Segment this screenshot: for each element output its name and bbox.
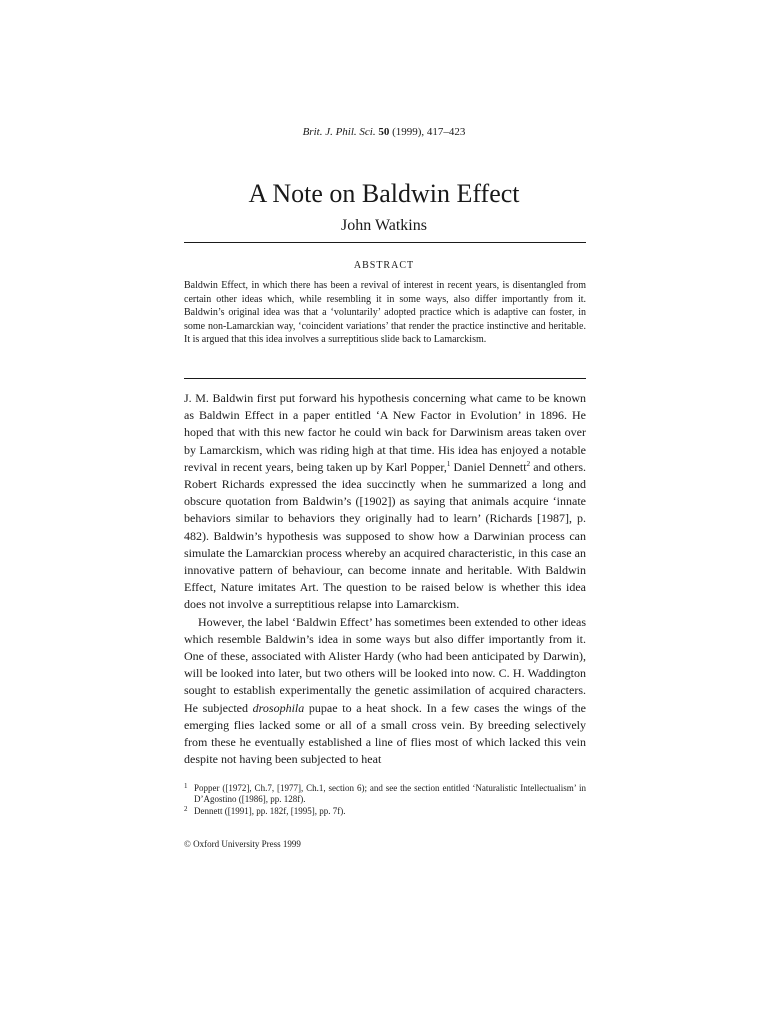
footnote-text: Popper ([1972], Ch.7, [1977], Ch.1, section 6); and see the section entitled ‘Naturalistic Intellectualism’ in D’Agostino ([1986], pp. 128f). [194, 783, 586, 804]
body-text-segment: and others. Robert Richards expressed the idea succinctly when he summarized a long and obscure quotation from Baldwin’s ([1902]) as saying that animals acquire ‘innate behaviors similar to behaviors they originally had to learn’ (Richards [1987], p. 482). Baldwin’s hypothesis was supposed to show how a Darwinian process can simulate the Lamarckian process whereby an acquired characteristic, in this case an innovative pattern of behaviour, can become innate and heritable. With Baldwin Effect, Nature imitates Art. The question to be raised below is whether this idea does not involve a surreptitious relapse into Lamarckism. [184, 459, 586, 612]
journal-citation [0, 125, 768, 139]
header-rule [184, 242, 586, 243]
abstract-text: Baldwin Effect, in which there has been a revival of interest in recent years, is disentangled from certain other ideas which, while resembling it in some ways, also differ importantly from it. Baldwin’s original idea was that a ‘voluntarily’ adopted practice which is adaptive can foster, in some non-Lamarckian way, ‘coincident variations’ that render the practice instinctive and heritable. It is argued that this idea involves a surreptitious slide back to Lamarckism. [184, 280, 586, 345]
footnote-number: 2 [184, 805, 188, 813]
journal-name: Brit. J. Phil. Sci. [302, 126, 376, 138]
body-text [184, 390, 586, 768]
body-text-segment: However, the label ‘Baldwin Effect’ has sometimes been extended to other ideas which resemble Baldwin’s idea in some ways but also differ importantly from it. One of these, associated with Alister Hardy (who had been anticipated by Darwin), will be looked into later, but two others will be looked into now. C. H. Waddington sought to establish experimentally the genetic assimilation of acquired characters. He subjected [184, 614, 586, 715]
footnote-2 [184, 806, 586, 817]
abstract-rule [184, 378, 586, 379]
journal-details: (1999), 417–423 [389, 126, 466, 138]
body-paragraph-1 [184, 390, 586, 614]
paper-author: John Watkins [341, 217, 427, 234]
abstract-heading: ABSTRACT [353, 260, 415, 271]
body-text-segment: pupae to a heat shock. In a few cases the wings of the emerging flies lacked some or all of a small cross vein. By breeding selectively from these he eventually established a line of flies most of which lacked this vein despite not having been subjected to heat [184, 700, 586, 767]
copyright-notice: © Oxford University Press 1999 [184, 839, 301, 849]
footnote-text: Dennett ([1991], pp. 182f, [1995], pp. 7f). [194, 806, 346, 816]
paper-title: A Note on Baldwin Effect [248, 179, 520, 208]
body-text-segment: J. M. Baldwin first put forward his hypothesis concerning what came to be known as Baldwin Effect in a paper entitled ‘A New Factor in Evolution’ in 1896. He hoped that with this new factor he could win back for Darwinism areas taken over by Lamarckism, which was riding high at that time. His idea has enjoyed a notable revival in recent years, being taken up by Karl Popper, [184, 391, 586, 474]
footnote-ref-1: 1 [446, 459, 451, 468]
footnote-1 [184, 783, 586, 805]
body-text-segment: Daniel Dennett [450, 459, 527, 474]
journal-volume: 50 [378, 126, 390, 138]
footnote-number: 1 [184, 782, 188, 790]
body-paragraph-2 [184, 614, 586, 769]
italic-species-name: drosophila [252, 700, 305, 715]
footnote-ref-2: 2 [526, 459, 531, 468]
